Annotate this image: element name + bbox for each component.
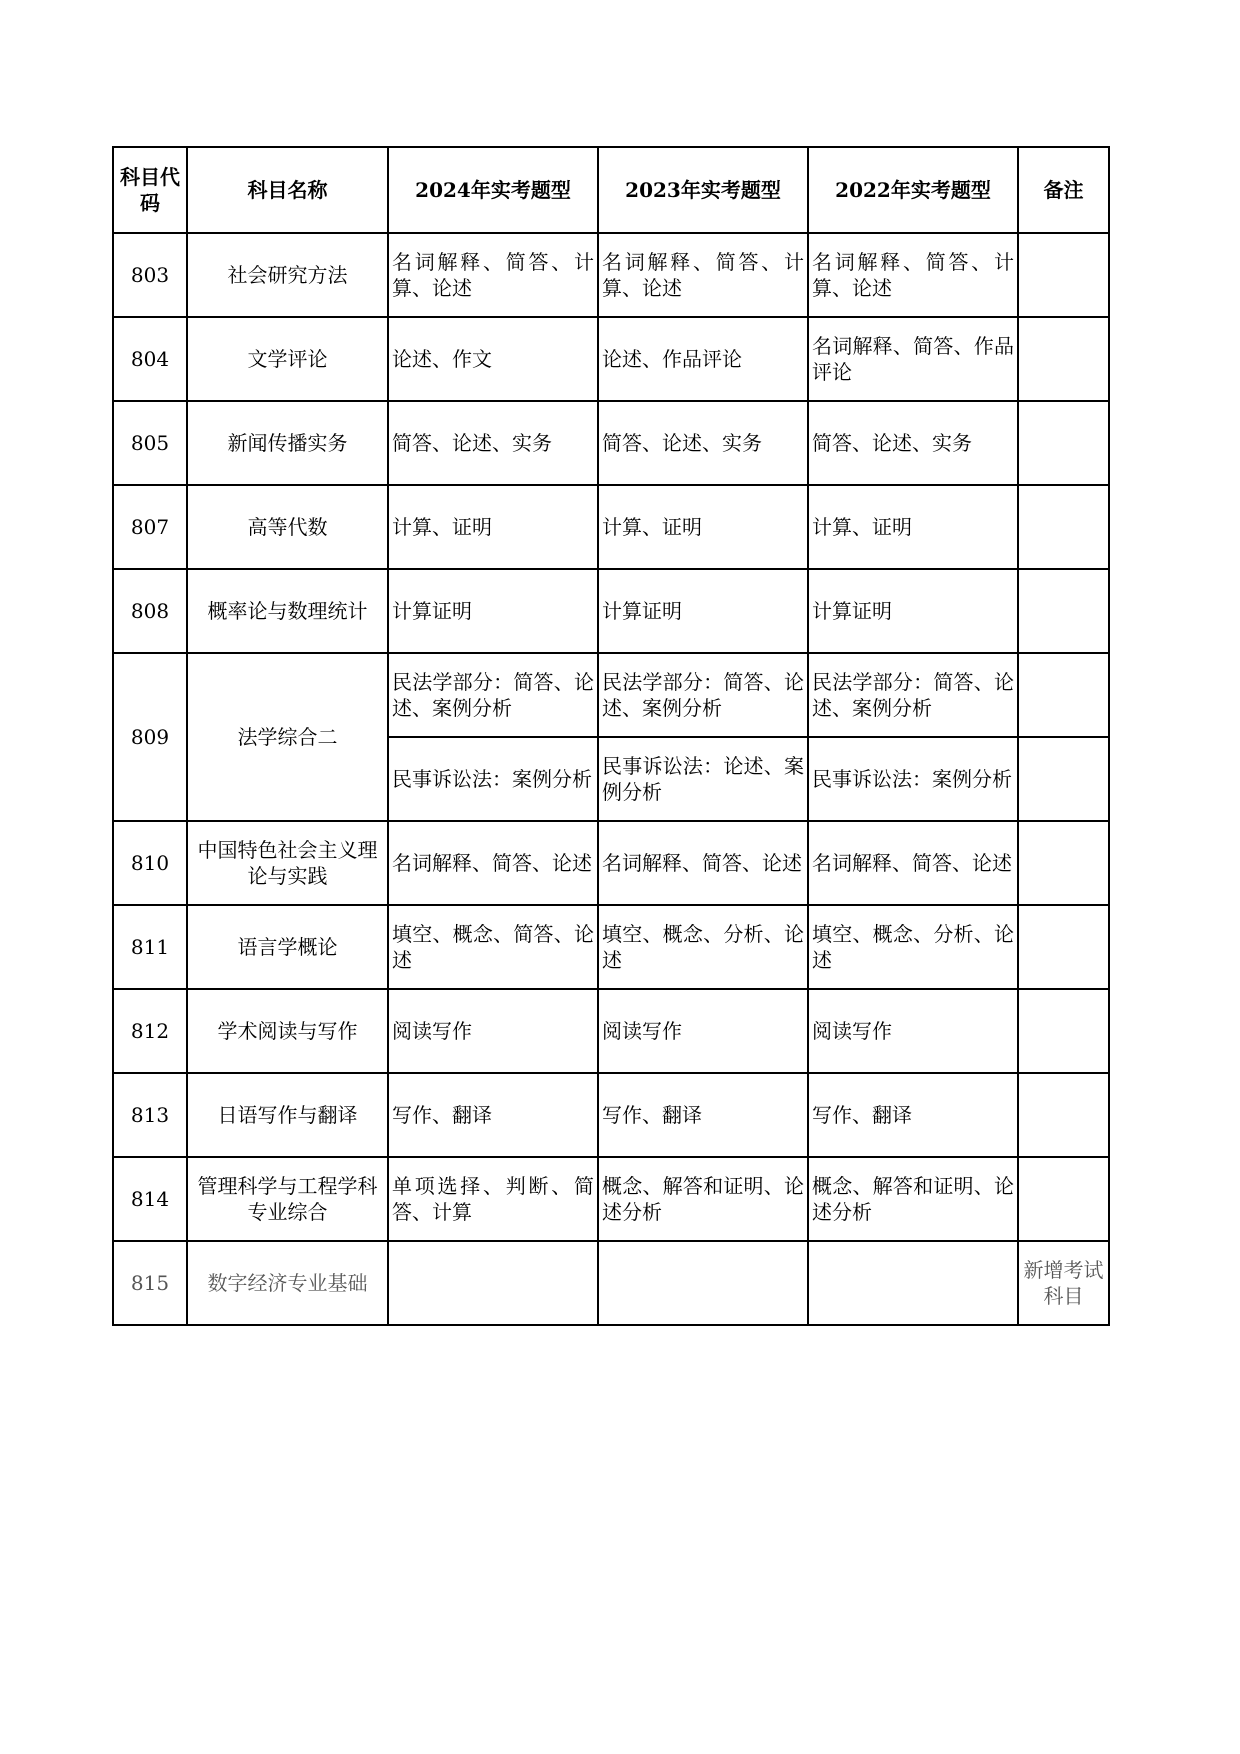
types-2022: 民事诉讼法：案例分析 [808,737,1018,821]
subject-code: 803 [113,233,187,317]
table-row [113,1241,1109,1325]
subject-name: 学术阅读与写作 [187,989,388,1073]
types-2022: 民法学部分：简答、论述、案例分析 [808,653,1018,737]
subject-code: 811 [113,905,187,989]
header-code: 科目代码 [113,147,187,233]
table-row [113,485,1109,569]
note [1018,821,1109,905]
subject-name: 数字经济专业基础 [187,1241,388,1325]
subject-code: 812 [113,989,187,1073]
types-2022: 名词解释、简答、计算、论述 [808,233,1018,317]
subject-name: 法学综合二 [187,653,388,821]
subject-name: 管理科学与工程学科专业综合 [187,1157,388,1241]
header-2024: 2024年实考题型 [388,147,598,233]
types-2024: 名词解释、简答、计算、论述 [388,233,598,317]
types-2023: 写作、翻译 [598,1073,808,1157]
types-2024: 论述、作文 [388,317,598,401]
types-2024: 阅读写作 [388,989,598,1073]
types-2023: 计算证明 [598,569,808,653]
subject-name: 新闻传播实务 [187,401,388,485]
note: 新增考试科目 [1018,1241,1109,1325]
note [1018,485,1109,569]
note [1018,989,1109,1073]
types-2023: 简答、论述、实务 [598,401,808,485]
header-note: 备注 [1018,147,1109,233]
types-2024: 单项选择、判断、简答、计算 [388,1157,598,1241]
note [1018,317,1109,401]
types-2023: 阅读写作 [598,989,808,1073]
table-row [113,569,1109,653]
header-2023: 2023年实考题型 [598,147,808,233]
subject-code: 815 [113,1241,187,1325]
subject-name: 高等代数 [187,485,388,569]
types-2023: 名词解释、简答、论述 [598,821,808,905]
types-2023 [598,1241,808,1325]
note [1018,737,1109,821]
note [1018,569,1109,653]
note [1018,1073,1109,1157]
types-2024: 计算、证明 [388,485,598,569]
subject-name: 中国特色社会主义理论与实践 [187,821,388,905]
subject-name: 语言学概论 [187,905,388,989]
table-row [113,989,1109,1073]
types-2023: 民法学部分：简答、论述、案例分析 [598,653,808,737]
note [1018,233,1109,317]
types-2023: 概念、解答和证明、论述分析 [598,1157,808,1241]
types-2022: 概念、解答和证明、论述分析 [808,1157,1018,1241]
types-2024 [388,1241,598,1325]
header-row [113,147,1109,233]
subject-code: 813 [113,1073,187,1157]
subject-code: 804 [113,317,187,401]
subject-name: 社会研究方法 [187,233,388,317]
subject-code: 809 [113,653,187,821]
subject-name: 日语写作与翻译 [187,1073,388,1157]
subject-name: 概率论与数理统计 [187,569,388,653]
types-2023: 民事诉讼法：论述、案例分析 [598,737,808,821]
table-row [113,821,1109,905]
types-2024: 计算证明 [388,569,598,653]
types-2022: 计算、证明 [808,485,1018,569]
types-2022: 简答、论述、实务 [808,401,1018,485]
types-2024: 民法学部分：简答、论述、案例分析 [388,653,598,737]
types-2022: 阅读写作 [808,989,1018,1073]
types-2024: 名词解释、简答、论述 [388,821,598,905]
types-2023: 名词解释、简答、计算、论述 [598,233,808,317]
table-row [113,905,1109,989]
table-row [113,317,1109,401]
header-2022: 2022年实考题型 [808,147,1018,233]
note [1018,653,1109,737]
subject-code: 814 [113,1157,187,1241]
subject-code: 810 [113,821,187,905]
note [1018,401,1109,485]
subject-code: 805 [113,401,187,485]
types-2024: 填空、概念、简答、论述 [388,905,598,989]
types-2024: 写作、翻译 [388,1073,598,1157]
table-row [113,1073,1109,1157]
types-2024: 民事诉讼法：案例分析 [388,737,598,821]
subject-code: 807 [113,485,187,569]
types-2023: 填空、概念、分析、论述 [598,905,808,989]
types-2024: 简答、论述、实务 [388,401,598,485]
subject-name: 文学评论 [187,317,388,401]
exam-type-table [112,146,1110,1326]
types-2022 [808,1241,1018,1325]
note [1018,1157,1109,1241]
types-2022: 名词解释、简答、作品评论 [808,317,1018,401]
subject-code: 808 [113,569,187,653]
note [1018,905,1109,989]
table-row [113,233,1109,317]
table-row [113,401,1109,485]
types-2022: 计算证明 [808,569,1018,653]
types-2022: 填空、概念、分析、论述 [808,905,1018,989]
types-2022: 写作、翻译 [808,1073,1018,1157]
header-name: 科目名称 [187,147,388,233]
types-2023: 计算、证明 [598,485,808,569]
types-2022: 名词解释、简答、论述 [808,821,1018,905]
table-row [113,653,1109,737]
table-row [113,1157,1109,1241]
types-2023: 论述、作品评论 [598,317,808,401]
